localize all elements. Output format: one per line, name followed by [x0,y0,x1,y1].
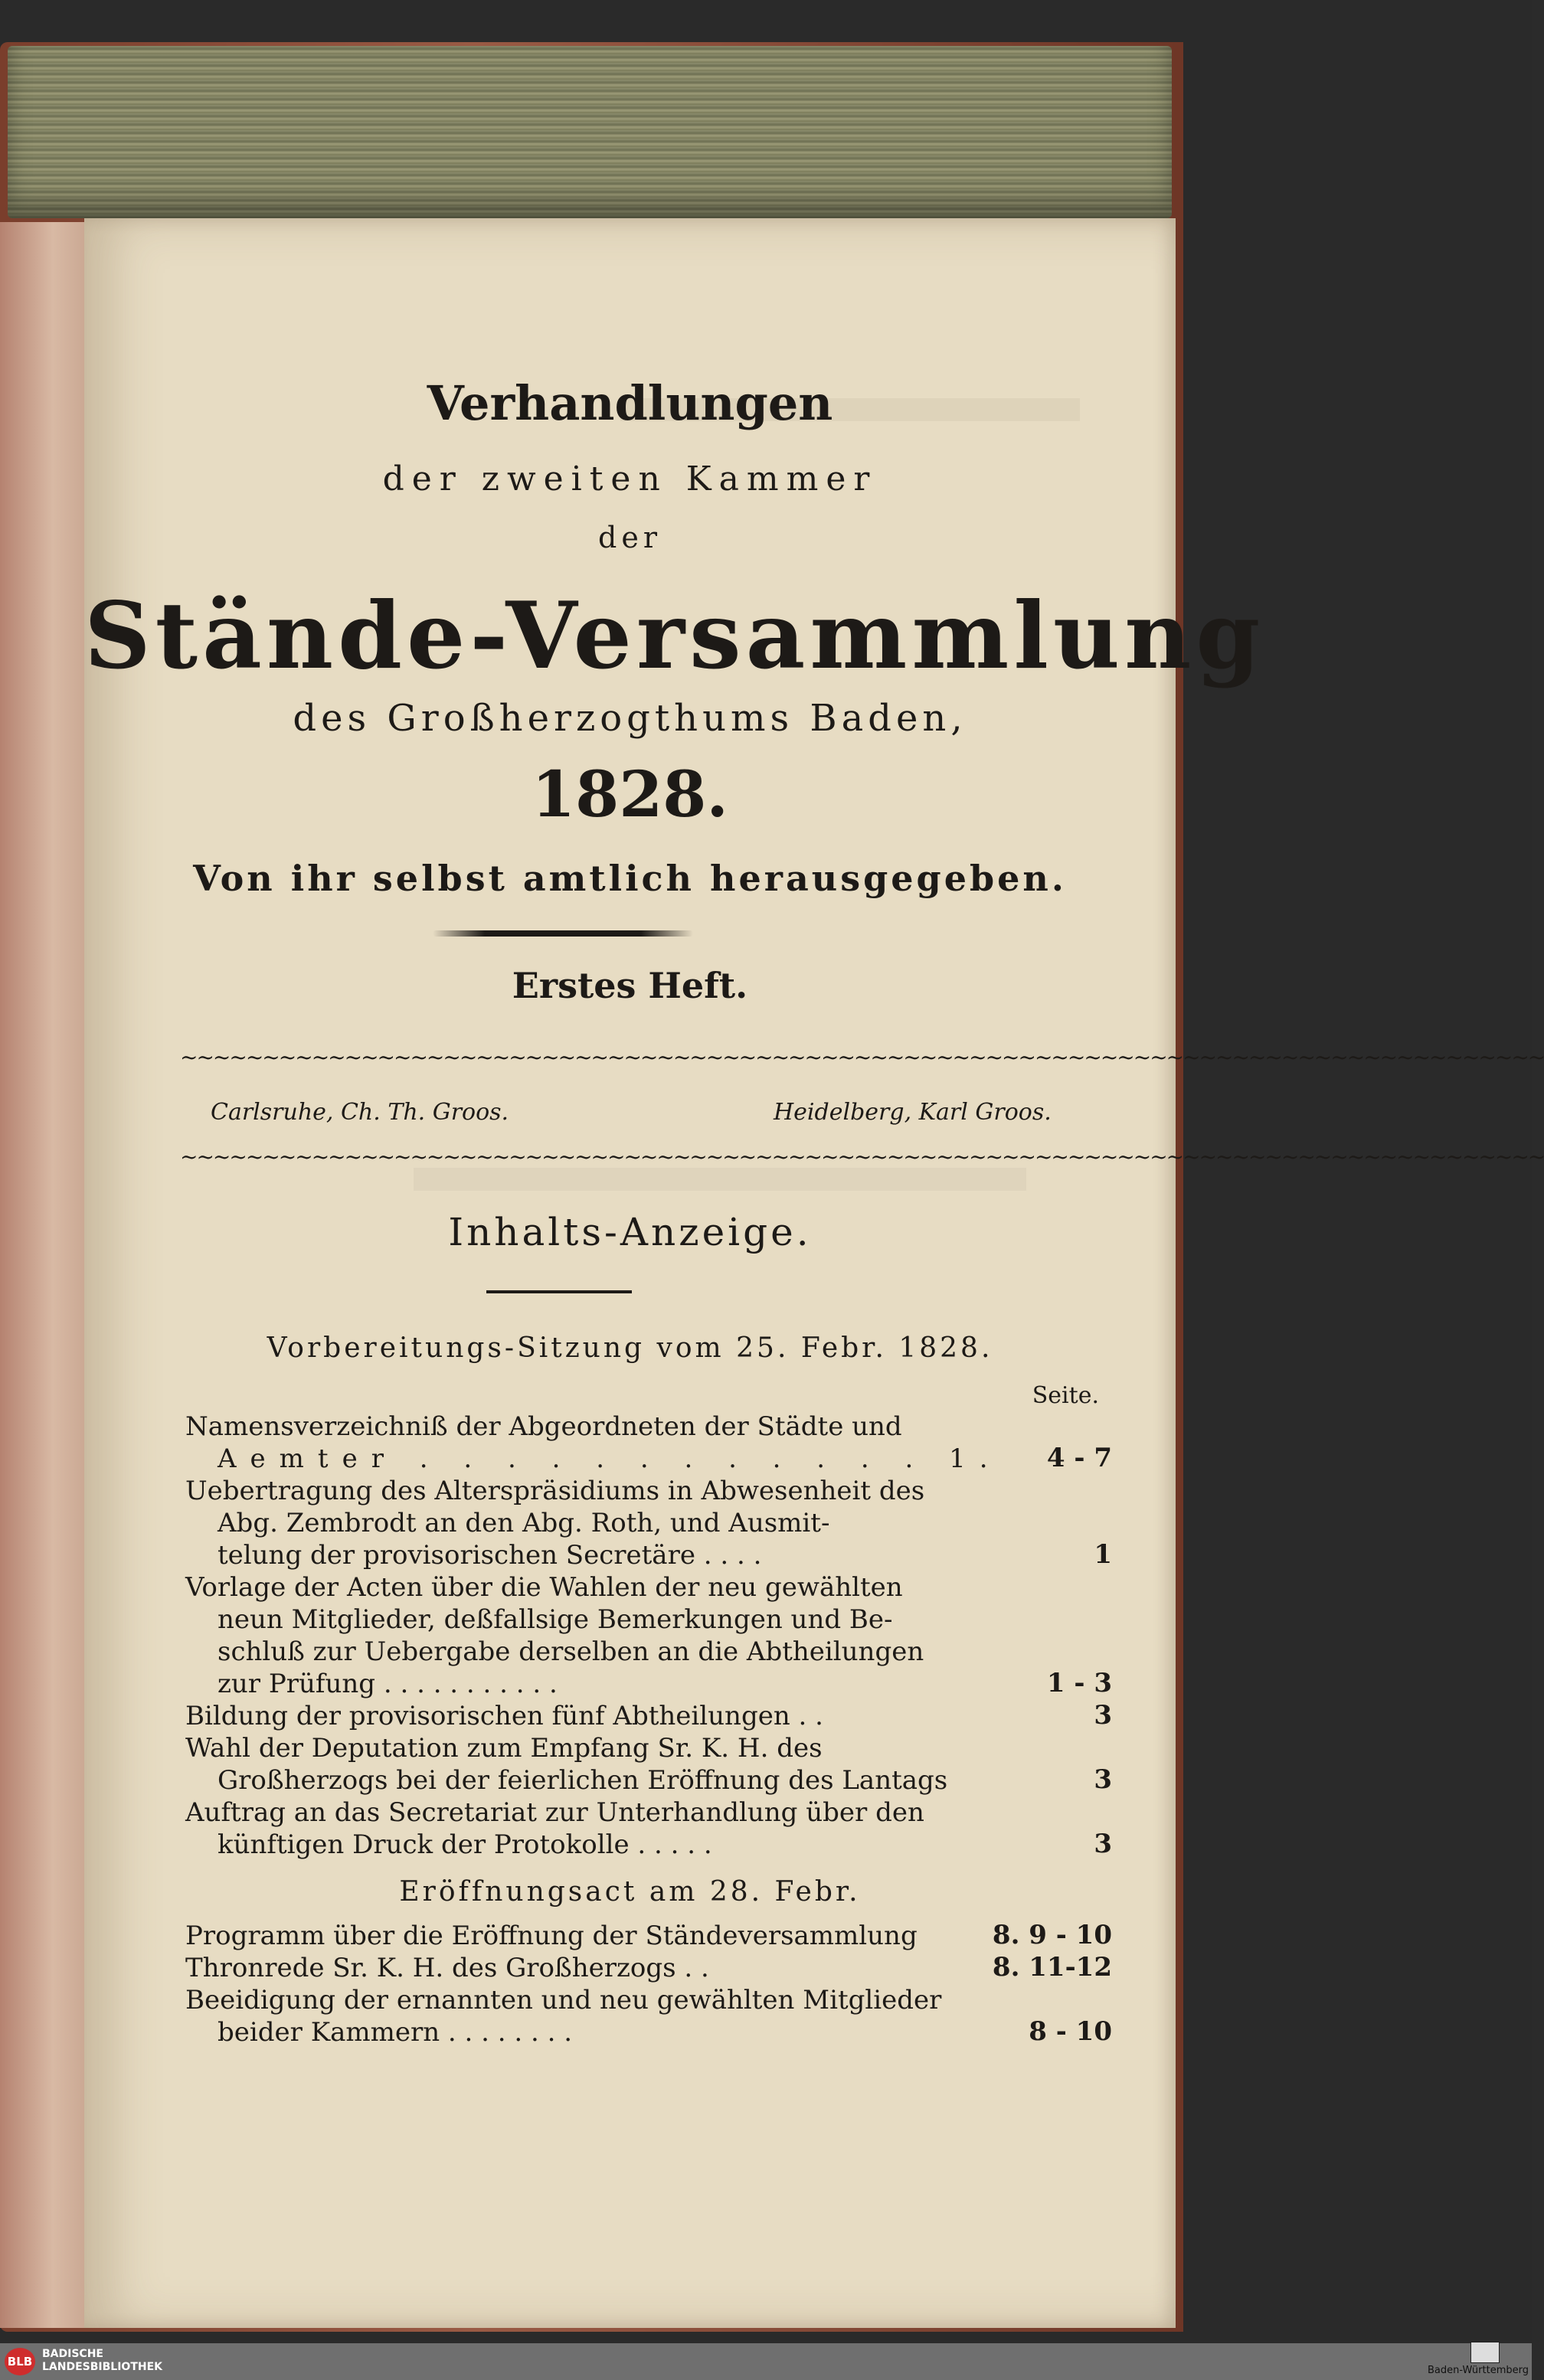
toc-page-ref: 1 [1094,1539,1112,1570]
toc-entry-line: Abg. Zembrodt an den Abg. Roth, und Ausmit- [218,1508,830,1538]
wavy-rule-bottom: ~~~~~~~~~~~~~~~~~~~~~~~~~~~~~~~~~~~~~~~~~~~~~~~~~~~~~~~~~~~~~~~~~~~~~~~~~~~~~~~~~~~ [180,1144,1544,1169]
toc-entry-vorlage-acten [185,1571,1112,1700]
toc-entry-wahl-deputation [185,1732,1112,1796]
left-page-strip [0,222,88,2328]
short-rule [486,1290,632,1293]
toc-page-ref: 1 - 3 [1046,1668,1112,1698]
library-name [42,2348,162,2374]
wavy-rule-top: ~~~~~~~~~~~~~~~~~~~~~~~~~~~~~~~~~~~~~~~~~~~~~~~~~~~~~~~~~~~~~~~~~~~~~~~~~~~~~~~~~~~ [180,1045,1544,1070]
ornamental-rule [433,930,693,937]
title-grossherzogthum: des Großherzogthums Baden, [293,697,967,740]
toc-title: Inhalts-Anzeige. [448,1210,812,1254]
toc-entry-thronrede [185,1952,1112,1984]
toc-entry-line: Thronrede Sr. K. H. des Großherzogs . . [185,1953,709,1983]
toc-entry-line: Vorlage der Acten über die Wahlen der neu gewählten [185,1572,903,1603]
blb-logo-icon: BLB [5,2348,35,2375]
baden-wuerttemberg-crest-icon [1470,2342,1500,2363]
toc-entry-line: Beeidigung der ernannten und neu gewählten Mitglieder [185,1985,942,2015]
toc-entry-line: neun Mitglieder, deßfallsige Bemerkungen und Be- [218,1604,893,1635]
toc-entry-line: telung der provisorischen Secretäre . . . . [218,1540,762,1571]
page-block-edge [8,46,1172,218]
toc-entry-line: Wahl der Deputation zum Empfang Sr. K. H. des [185,1733,823,1764]
toc-entry-alterspraesidium [185,1475,1112,1571]
toc-page-ref: 8. 9 - 10 [992,1920,1112,1950]
section-title-vorbereitung: Vorbereitungs-Sitzung vom 25. Febr. 1828. [267,1332,993,1364]
year: 1828. [532,758,728,832]
toc-page-ref: 4 - 7 [1046,1443,1112,1473]
toc-entry-auftrag-secretariat [185,1796,1112,1861]
toc-entry-bildung-abtheilungen [185,1700,1112,1732]
title-zweiten-kammer: der zweiten Kammer [382,459,878,499]
toc-entry-namensverzeichniss [185,1411,1112,1475]
toc-page-ref: 3 [1094,1829,1112,1859]
seite-label: Seite. [1032,1382,1099,1409]
toc-entry-line: Auftrag an das Secretariat zur Unterhandlung über den [185,1797,924,1828]
footer-bar [0,2343,1532,2380]
toc-page-ref: 8. 11-12 [992,1952,1112,1983]
library-name-line1: BADISCHE [42,2348,103,2360]
toc-entry-line: Programm über die Eröffnung der Ständeversammlung [185,1921,918,1951]
toc-entry-line: Aemter . . . . . . . . . . . . 1. [218,1443,1002,1474]
book-page [84,218,1544,2328]
toc-entry-line: beider Kammern . . . . . . . . [218,2017,573,2048]
title-staende-versammlung: Stände-Versammlung [84,582,1265,690]
toc-entry-line: Großherzogs bei der feierlichen Eröffnung des Lantags [218,1765,948,1796]
toc-entry-line: Bildung der provisorischen fünf Abtheilungen . . [185,1701,823,1731]
section-title-eroeffnungsact: Eröffnungsact am 28. Febr. [399,1876,861,1908]
toc-page-ref: 3 [1094,1700,1112,1731]
toc-entry-line: künftigen Druck der Protokolle . . . . . [218,1829,712,1860]
title-der: der [598,521,662,554]
library-name-line2: LANDESBIBLIOTHEK [42,2361,163,2373]
issue-label: Erstes Heft. [512,965,748,1006]
title-verhandlungen: Verhandlungen [427,375,833,431]
baden-wuerttemberg-label: Baden-Württemberg [1428,2365,1529,2376]
subtitle: Von ihr selbst amtlich herausgegeben. [193,858,1067,899]
publisher-heidelberg: Heidelberg, Karl Groos. [774,1099,1052,1126]
toc-entry-line: Namensverzeichniß der Abgeordneten der Städte und [185,1411,902,1442]
toc-page-ref: 8 - 10 [1029,2016,1112,2047]
toc-entry-beeidigung [185,1984,1112,2048]
toc-page-ref: 3 [1094,1764,1112,1795]
publisher-carlsruhe: Carlsruhe, Ch. Th. Groos. [211,1099,509,1126]
toc-entry-line: zur Prüfung . . . . . . . . . . . [218,1669,558,1699]
toc-entry-line: schluß zur Uebergabe derselben an die Abtheilungen [218,1636,924,1667]
toc-entry-line: Uebertragung des Alterspräsidiums in Abwesenheit des [185,1476,925,1506]
toc-entry-programm [185,1920,1112,1952]
